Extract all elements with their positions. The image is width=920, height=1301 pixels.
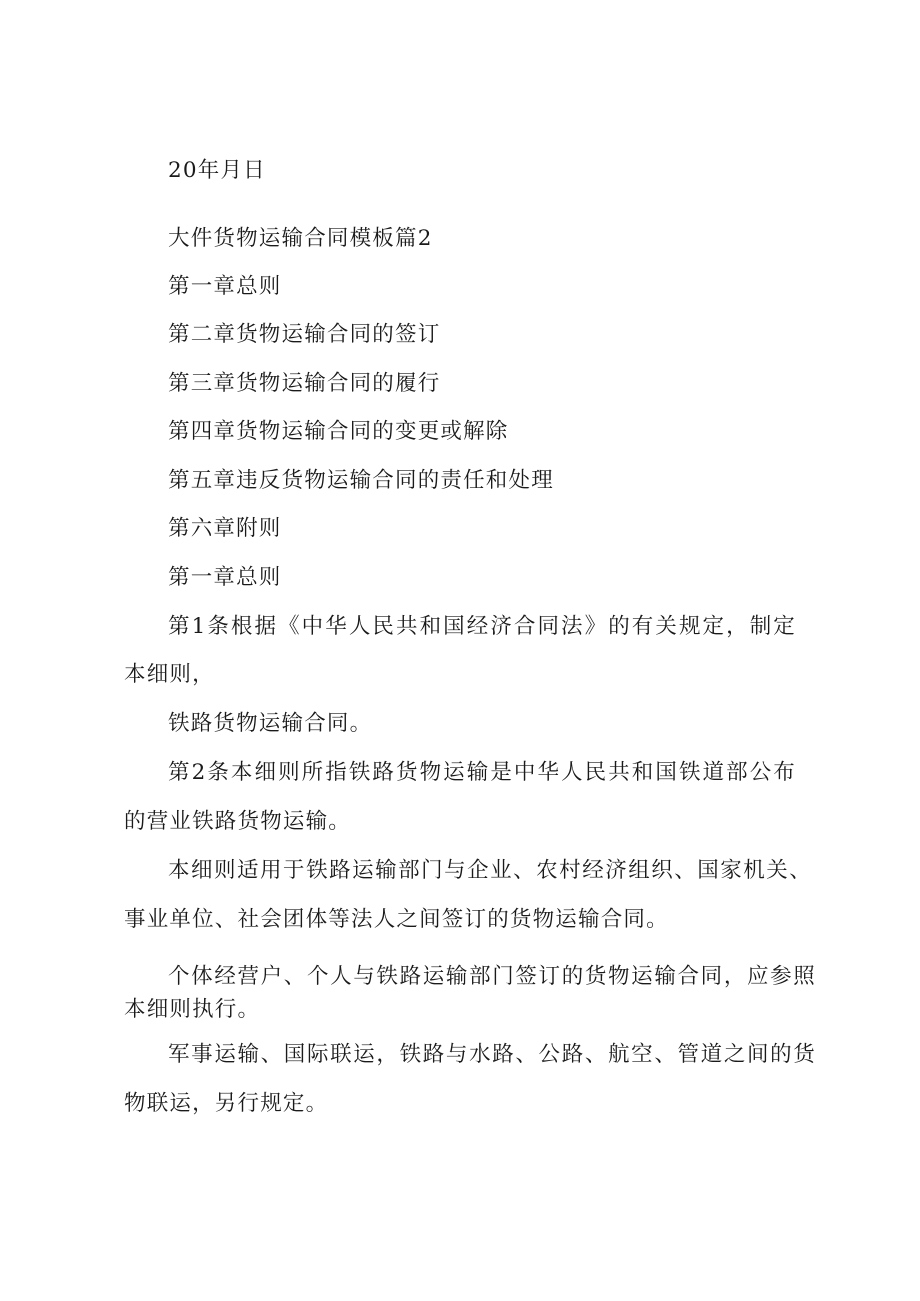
toc-item: 第二章货物运输合同的签订 (168, 322, 441, 347)
toc-item: 第六章附则 (168, 516, 282, 541)
document-heading: 大件货物运输合同模板篇2 (168, 226, 433, 251)
paragraph-line: 军事运输、国际联运，铁路与水路、公路、航空、管道之间的货 (168, 1042, 816, 1067)
chapter-title: 第一章总则 (168, 565, 282, 590)
paragraph-line: 本细则执行。 (124, 997, 261, 1022)
toc-item: 第三章货物运输合同的履行 (168, 371, 441, 396)
toc-item: 第一章总则 (168, 274, 282, 299)
paragraph-line: 本细则适用于铁路运输部门与企业、农村经济组织、国家机关、 (168, 858, 812, 883)
paragraph-line: 铁路货物运输合同。 (168, 711, 373, 736)
paragraph-line: 第1条根据《中华人民共和国经济合同法》的有关规定，制定 (168, 614, 796, 639)
paragraph-line: 第2条本细则所指铁路货物运输是中华人民共和国铁道部公布 (168, 760, 796, 785)
toc-item: 第五章违反货物运输合同的责任和处理 (168, 468, 554, 493)
date-line: 20年月日 (168, 158, 266, 183)
paragraph-line: 本细则， (124, 662, 215, 687)
paragraph-line: 个体经营户、个人与铁路运输部门签订的货物运输合同，应参照 (168, 964, 816, 989)
paragraph-line: 物联运，另行规定。 (124, 1091, 329, 1116)
paragraph-line: 的营业铁路货物运输。 (124, 809, 352, 834)
paragraph-line: 事业单位、社会团体等法人之间签订的货物运输合同。 (124, 907, 669, 932)
toc-item: 第四章货物运输合同的变更或解除 (168, 419, 509, 444)
